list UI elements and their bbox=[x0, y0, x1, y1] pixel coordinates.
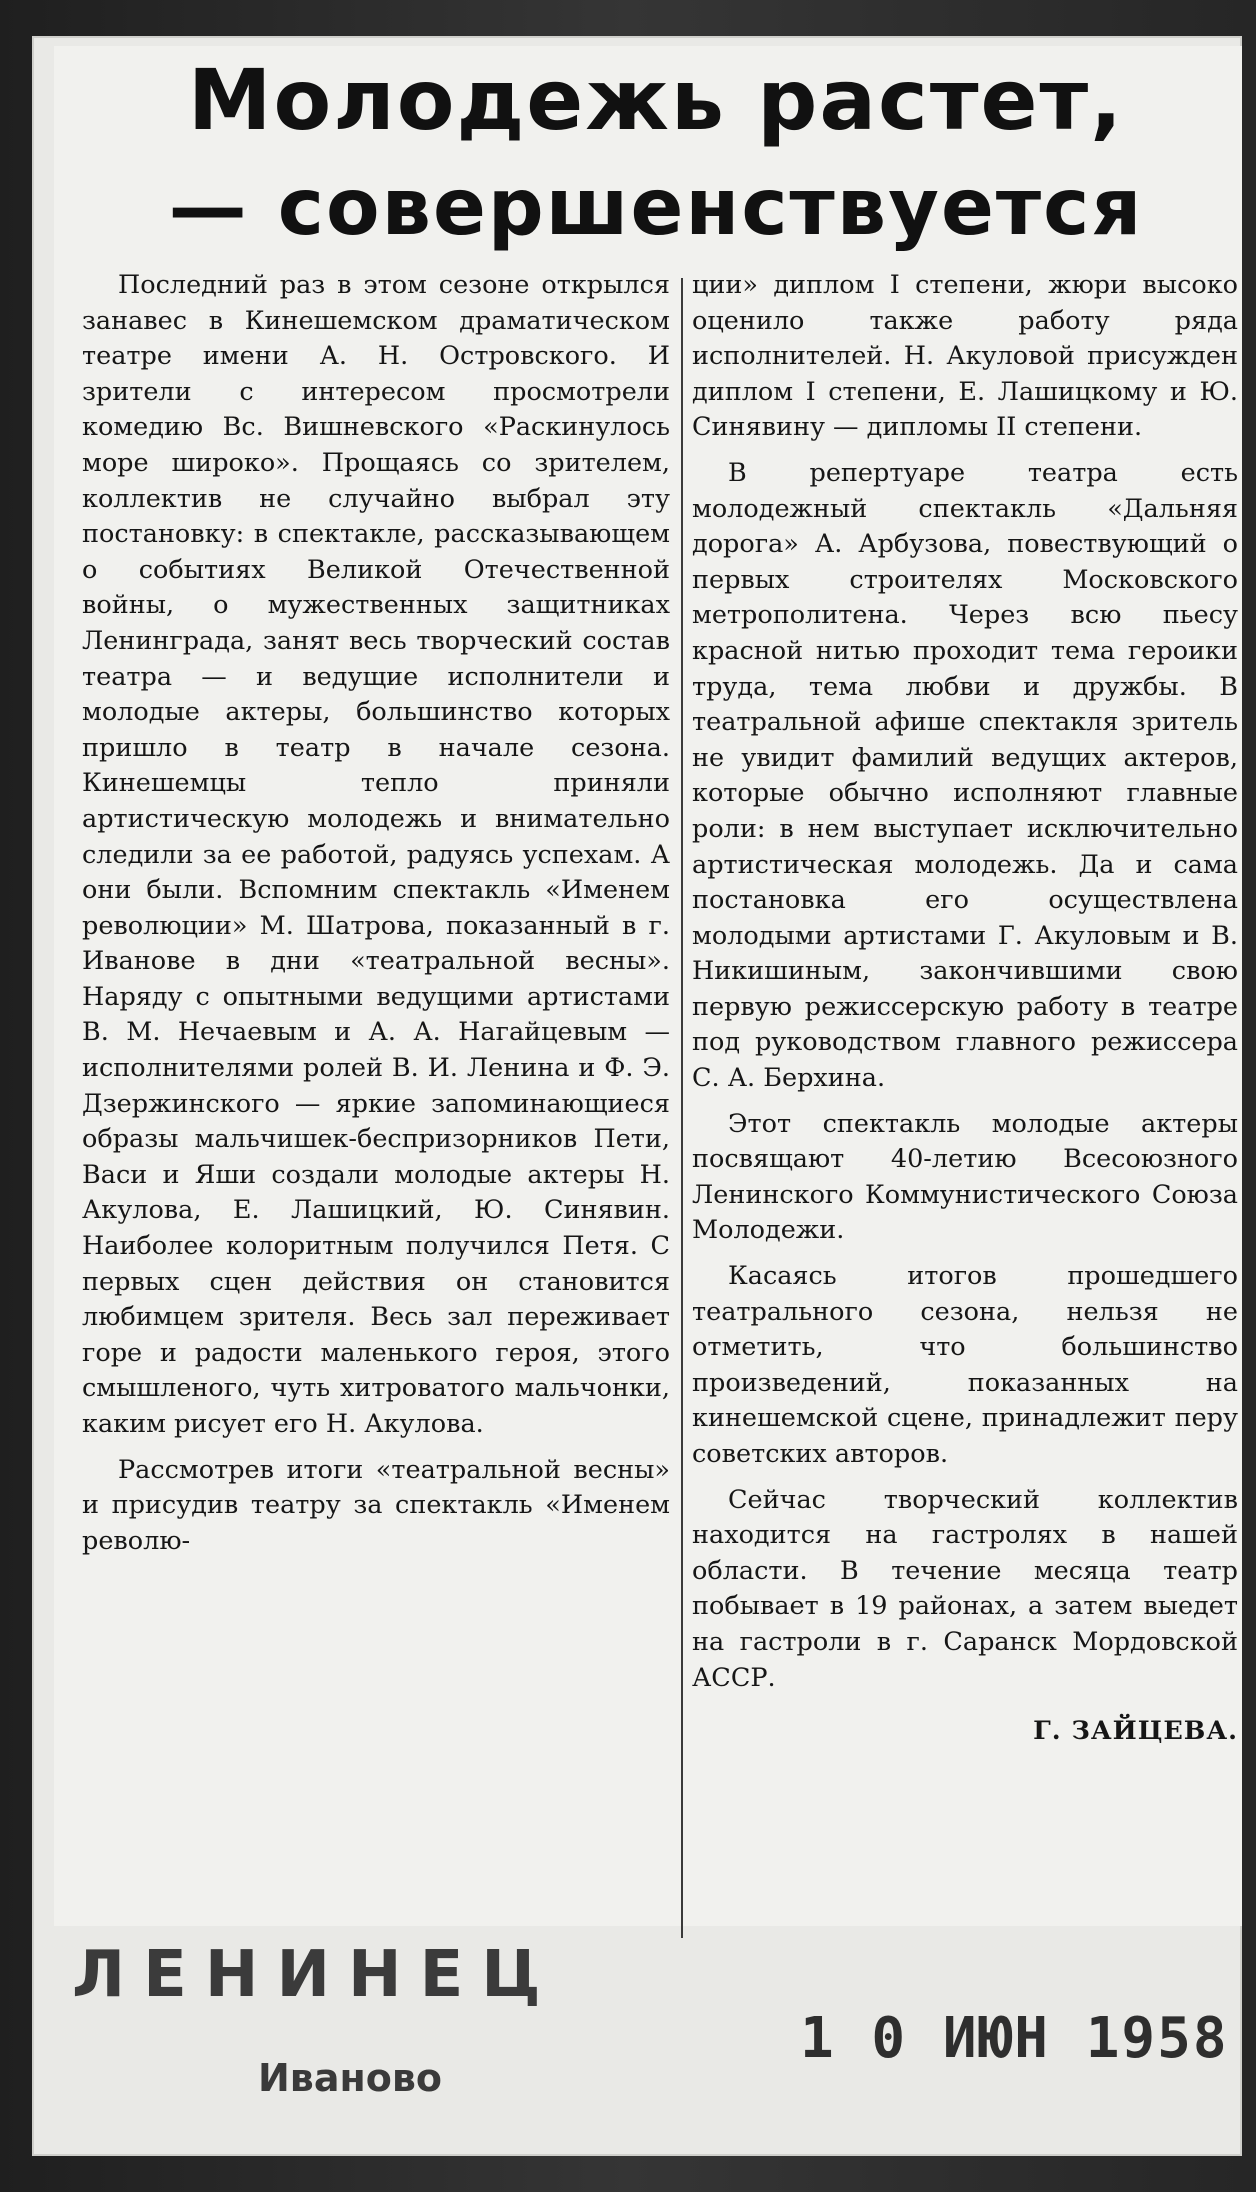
headline-line-2: — совершенствуется bbox=[168, 163, 1144, 253]
date-stamp: 1 0 ИЮН 1958 bbox=[800, 2006, 1229, 2071]
paragraph: В репертуаре театра есть молодежный спектакль «Дальняя дорога» А. Арбузова, повествующий о первых строителях Московского метрополитена. Через всю пьесу красной нитью проходит тема героики труда, тема любви и дружбы. В театральной афише спектакля зритель не увидит фамилий ведущих актеров, которые обычно исполняют главные роли: в нем выступает исключительно артистическая молодежь. Да и сама постановка его осуществлена молодыми артистами Г. Акуловым и В. Никишиным, закончившими свою первую режиссерскую работу в театре под руководством главного режиссера С. А. Берхина. bbox=[692, 457, 1238, 1094]
newspaper-clipping bbox=[32, 36, 1242, 2156]
paragraph: Сейчас творческий коллектив находится на гастролях в нашей области. В течение месяца театр побывает в 19 районах, а затем выедет на гастроли в г. Саранск Мордовской АССР. bbox=[692, 1484, 1238, 1693]
column-divider bbox=[681, 278, 683, 1938]
paragraph: Рассмотрев итоги «театральной весны» и присудив театру за спектакль «Именем револю- bbox=[82, 1454, 670, 1556]
headline-line-1: Молодежь растет, bbox=[187, 51, 1125, 149]
right-column bbox=[692, 268, 1238, 1750]
newspaper-city: Иваново bbox=[258, 2056, 443, 2100]
paragraph-continuation: ции» диплом I степени, жюри высоко оценило также работу ряда исполнителей. Н. Акуловой присужден диплом I степени, Е. Лашицкому и Ю. Синявину — дипломы II степени. bbox=[692, 270, 1238, 443]
paragraph: Касаясь итогов прошедшего театрального сезона, нельзя не отметить, что большинство произведений, показанных на кинешемской сцене, принадлежит перу советских авторов. bbox=[692, 1261, 1238, 1469]
left-column bbox=[82, 268, 670, 1559]
newspaper-name: ЛЕНИНЕЦ bbox=[72, 1938, 559, 2012]
paragraph: Последний раз в этом сезоне открылся занавес в Кинешемском драматическом театре имени А. Н. Островского. И зрители с интересом просмотрели комедию Вс. Вишневского «Раскинулось море широко». Прощаясь со зрителем, коллектив не случайно выбрал эту постановку: в спектакле, рассказывающем о событиях Великой Отечественной войны, о мужественных защитниках Ленинграда, занят весь творческий состав театра — и ведущие исполнители и молодые актеры, большинство которых пришло в театр в начале сезона. Кинешемцы тепло приняли артистическую молодежь и внимательно следили за ее работой, радуясь успехам. А они были. Вспомним спектакль «Именем революции» М. Шатрова, показанный в г. Иванове в дни «театральной весны». Наряду с опытными ведущими артистами В. М. Нечаевым и А. А. Нагайцевым — исполнителями ролей В. И. Ленина и Ф. Э. Дзержинского — яркие запоминающиеся образы мальчишек-беспризорников Пети, Васи и Яши создали молодые актеры Н. Акулова, Е. Лашицкий, Ю. Синявин. Наиболее колоритным получился Петя. С первых сцен действия он становится любимцем зрителя. Весь зал переживает горе и радости маленького героя, этого смышленого, чуть хитроватого мальчонки, каким рисует его Н. Акулова. bbox=[82, 270, 670, 1439]
article bbox=[54, 46, 1242, 1926]
paragraph: Этот спектакль молодые актеры посвящают 40-летию Всесоюзного Ленинского Коммунистического Союза Молодежи. bbox=[692, 1108, 1238, 1246]
author-signature: Г. ЗАЙЦЕВА. bbox=[1033, 1716, 1238, 1747]
